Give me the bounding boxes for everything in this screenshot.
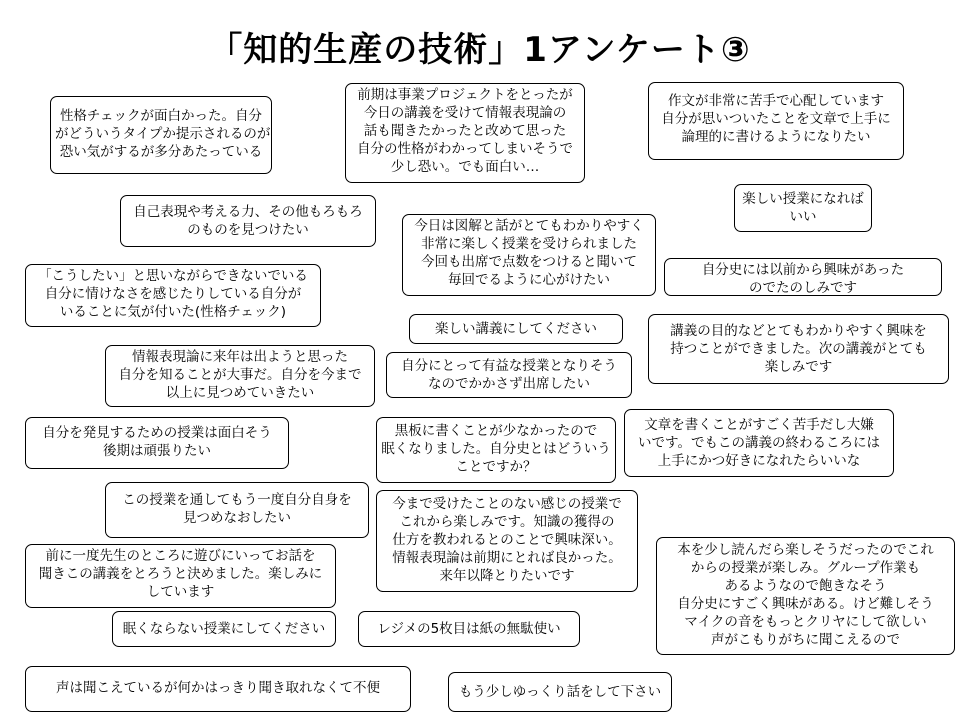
note-line: 自分史には以前から興味があった xyxy=(701,262,905,278)
comment-note-16 xyxy=(105,482,369,538)
note-line: 自分が思いついたことを文章で上手に xyxy=(661,111,891,127)
comment-note-3 xyxy=(648,82,904,160)
comment-note-15 xyxy=(376,417,616,483)
comment-note-4 xyxy=(120,195,376,247)
note-line: 今日は図解と話がとてもわかりやすく xyxy=(414,218,644,234)
note-line: 声がこもりがちに聞こえるので xyxy=(711,632,900,648)
note-line: 前期は事業プロジェクトをとったが xyxy=(357,87,573,103)
note-line: 性格チェックが面白かった。自分 xyxy=(59,108,263,124)
comment-note-11 xyxy=(105,345,375,407)
note-line: 楽しい授業になれば xyxy=(742,191,864,207)
note-line: のものを見つけたい xyxy=(187,222,309,238)
note-line: 聞きこの講義をとろうと決めました。楽しみに xyxy=(38,566,323,582)
note-line: 眠くなりました。自分史とはどういう xyxy=(381,441,611,457)
note-line: からの授業が楽しみ。グループ作業も xyxy=(690,560,921,576)
note-line: 仕方を教われるとのことで興味深い。 xyxy=(392,532,622,548)
note-line: 後期は頑張りたい xyxy=(103,443,211,459)
comment-note-14 xyxy=(25,417,289,469)
note-line: 作文が非常に苦手で心配しています xyxy=(668,93,884,109)
note-line: 話も聞きたかったと改めて思った xyxy=(363,123,567,139)
note-line: レジメの5枚目は紙の無駄使い xyxy=(377,621,561,637)
note-line: あるようなので飽きなそう xyxy=(724,578,887,594)
comment-note-5 xyxy=(734,184,872,232)
comment-note-1 xyxy=(50,96,272,174)
note-line: 黒板に書くことが少なかったので xyxy=(394,423,598,439)
note-line: これから楽しみです。知識の獲得の xyxy=(399,514,615,530)
comment-note-10 xyxy=(648,314,949,384)
note-line: 非常に楽しく授業を受けられました xyxy=(421,236,637,252)
note-line: 楽しい講義にしてください xyxy=(435,321,597,337)
note-line: 今まで受けたことのない感じの授業で xyxy=(392,496,622,512)
note-line: 恐い気がするが多分あたっている xyxy=(59,144,263,160)
note-line: 自己表現や考える力、その他もろもろ xyxy=(133,204,363,220)
comment-note-7 xyxy=(25,264,321,327)
note-line: 講義の目的などとてもわかりやすく興味を xyxy=(670,323,927,339)
note-line: しています xyxy=(146,584,215,600)
comment-note-19 xyxy=(25,544,336,608)
comment-note-22 xyxy=(25,666,411,712)
note-line: マイクの音をもっとクリヤにして欲しい xyxy=(684,614,927,630)
note-line: 毎回でるように心がけたい xyxy=(448,272,610,288)
note-line: 自分を知ることが大事だ。自分を今まで xyxy=(118,367,362,383)
note-line: いることに気が付いた(性格チェック) xyxy=(59,304,287,320)
comment-note-9 xyxy=(409,314,623,344)
note-line: 「こうしたい」と思いながらできないでいる xyxy=(38,268,308,284)
note-line: 今回も出席で点数をつけると聞いて xyxy=(421,254,637,270)
note-line: 論理的に書けるようになりたい xyxy=(681,129,871,145)
note-line: この授業を通してもう一度自分自身を xyxy=(122,492,352,508)
comment-note-17 xyxy=(376,490,638,592)
note-line: 楽しみです xyxy=(764,359,833,375)
note-line: いです。でもこの講義の終わるころには xyxy=(638,435,880,451)
comment-note-20 xyxy=(112,611,336,647)
note-line: 情報表現論は前期にとれば良かった。 xyxy=(392,550,622,566)
note-line: のでたのしみです xyxy=(749,280,857,296)
note-line: ことですか？ xyxy=(455,459,537,475)
note-line: 眠くならない授業にしてください xyxy=(122,621,326,637)
note-line: 本を少し読んだら楽しそうだったのでこれ xyxy=(677,542,934,558)
note-line: がどういうタイプか提示されるのが xyxy=(55,126,271,142)
note-line: 少し恐い。でも面白い… xyxy=(390,159,540,175)
note-line: 自分にとって有益な授業となりそう xyxy=(401,358,617,374)
comment-note-2 xyxy=(345,83,585,183)
note-line: 自分の性格がわかってしまいそうで xyxy=(357,141,573,157)
note-line: なのでかかさず出席したい xyxy=(428,376,590,392)
comment-note-12 xyxy=(386,352,632,398)
note-line: 見つめなおしたい xyxy=(183,510,291,526)
note-line: 自分を発見するための授業は面白そう xyxy=(42,425,272,441)
note-line: 声は聞こえているが何かはっきり聞き取れなくて不便 xyxy=(56,680,380,696)
note-line: いい xyxy=(789,209,817,225)
comment-note-21 xyxy=(358,611,580,647)
note-line: 自分史にすごく興味がある。けど難しそう xyxy=(677,596,934,612)
note-line: 上手にかつ好きになれたらいいな xyxy=(657,453,861,469)
comment-note-6 xyxy=(402,214,656,296)
note-line: もう少しゆっくり話をして下さい xyxy=(458,684,662,700)
note-line: 持つことができました。次の講義がとても xyxy=(670,341,927,357)
note-line: 情報表現論に来年は出ようと思った xyxy=(132,349,348,365)
note-line: 自分に情けなさを感じたりしている自分が xyxy=(44,286,302,302)
note-line: 今日の講義を受けて情報表現論の xyxy=(363,105,567,121)
comment-note-18 xyxy=(656,537,955,655)
comment-note-13 xyxy=(624,409,894,477)
note-line: 前に一度先生のところに遊びにいってお話を xyxy=(45,548,316,564)
note-line: 以上に見つめていきたい xyxy=(165,385,315,401)
note-line: 来年以降とりたいです xyxy=(439,568,575,584)
comment-note-8 xyxy=(664,258,942,296)
page-title: 「知的生産の技術」1アンケート③ xyxy=(208,30,751,70)
note-line: 文章を書くことがすごく苦手だし大嫌 xyxy=(644,417,874,433)
comment-note-23 xyxy=(448,672,672,712)
